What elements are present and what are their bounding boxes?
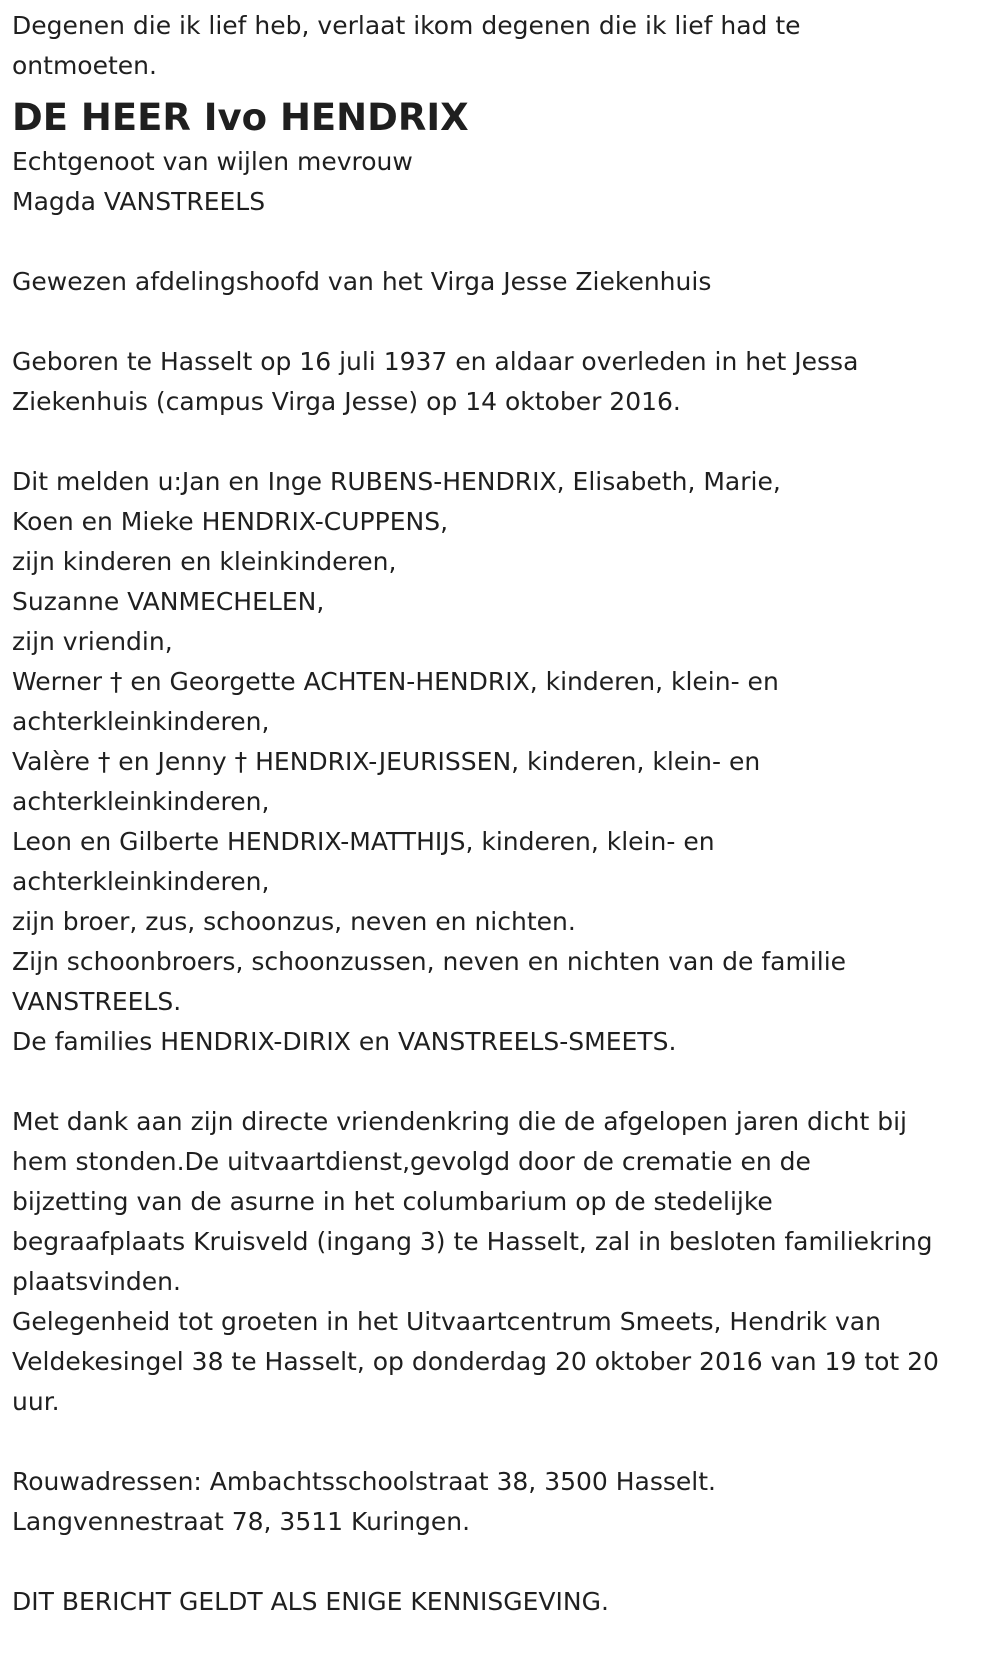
family-list xyxy=(12,462,988,1062)
ceremony-line: bijzetting van de asurne in het columbarium op de stedelijke xyxy=(12,1187,773,1216)
family-line: Zijn schoonbroers, schoonzussen, neven en nichten van de familie xyxy=(12,947,847,976)
ceremony-line: Veldekesingel 38 te Hasselt, op donderdag 20 oktober 2016 van 19 tot 20 xyxy=(12,1347,939,1376)
family-line: achterkleinkinderen, xyxy=(12,867,270,896)
family-line: Valère † en Jenny † HENDRIX-JEURISSEN, kinderen, klein- en xyxy=(12,747,761,776)
address-line-1: Rouwadressen: Ambachtsschoolstraat 38, 3500 Hasselt. xyxy=(12,1467,717,1496)
spacer xyxy=(12,422,988,462)
ceremony-details xyxy=(12,1102,988,1422)
spacer xyxy=(12,1422,988,1462)
birth-line-2: Ziekenhuis (campus Virga Jesse) op 14 oktober 2016. xyxy=(12,387,681,416)
family-line: Werner † en Georgette ACHTEN-HENDRIX, kinderen, klein- en xyxy=(12,667,779,696)
spacer xyxy=(12,1062,988,1102)
deceased-title: DE HEER Ivo HENDRIX xyxy=(12,96,469,139)
family-line: Leon en Gilberte HENDRIX-MATTHIJS, kinderen, klein- en xyxy=(12,827,715,856)
occupation-line: Gewezen afdelingshoofd van het Virga Jesse Ziekenhuis xyxy=(12,267,712,296)
spouse-line-1: Echtgenoot van wijlen mevrouw xyxy=(12,147,413,176)
family-line: Dit melden u:Jan en Inge RUBENS-HENDRIX, Elisabeth, Marie, xyxy=(12,467,781,496)
family-line: achterkleinkinderen, xyxy=(12,707,270,736)
ceremony-line: hem stonden.De uitvaartdienst,gevolgd door de crematie en de xyxy=(12,1147,811,1176)
family-line: zijn kinderen en kleinkinderen, xyxy=(12,547,397,576)
family-line: VANSTREELS. xyxy=(12,987,182,1016)
ceremony-line: plaatsvinden. xyxy=(12,1267,181,1296)
birth-line-1: Geboren te Hasselt op 16 juli 1937 en aldaar overleden in het Jessa xyxy=(12,347,859,376)
family-line: zijn vriendin, xyxy=(12,627,173,656)
spouse-line-2: Magda VANSTREELS xyxy=(12,187,266,216)
family-line: Suzanne VANMECHELEN, xyxy=(12,587,325,616)
spacer xyxy=(12,1542,988,1582)
family-line: achterkleinkinderen, xyxy=(12,787,270,816)
ceremony-line: Gelegenheid tot groeten in het Uitvaartcentrum Smeets, Hendrik van xyxy=(12,1307,881,1336)
family-line: zijn broer, zus, schoonzus, neven en nichten. xyxy=(12,907,576,936)
intro-line-1: Degenen die ik lief heb, verlaat ikom degenen die ik lief had te xyxy=(12,11,801,40)
family-line: Koen en Mieke HENDRIX-CUPPENS, xyxy=(12,507,449,536)
closing-notice: DIT BERICHT GELDT ALS ENIGE KENNISGEVING. xyxy=(12,1587,609,1616)
ceremony-line: uur. xyxy=(12,1387,60,1416)
ceremony-line: begraafplaats Kruisveld (ingang 3) te Hasselt, zal in besloten familiekring xyxy=(12,1227,933,1256)
spacer xyxy=(12,302,988,342)
ceremony-line: Met dank aan zijn directe vriendenkring die de afgelopen jaren dicht bij xyxy=(12,1107,907,1136)
family-line: De families HENDRIX-DIRIX en VANSTREELS-SMEETS. xyxy=(12,1027,677,1056)
intro-line-2: ontmoeten. xyxy=(12,51,157,80)
spacer xyxy=(12,222,988,262)
address-line-2: Langvennestraat 78, 3511 Kuringen. xyxy=(12,1507,471,1536)
